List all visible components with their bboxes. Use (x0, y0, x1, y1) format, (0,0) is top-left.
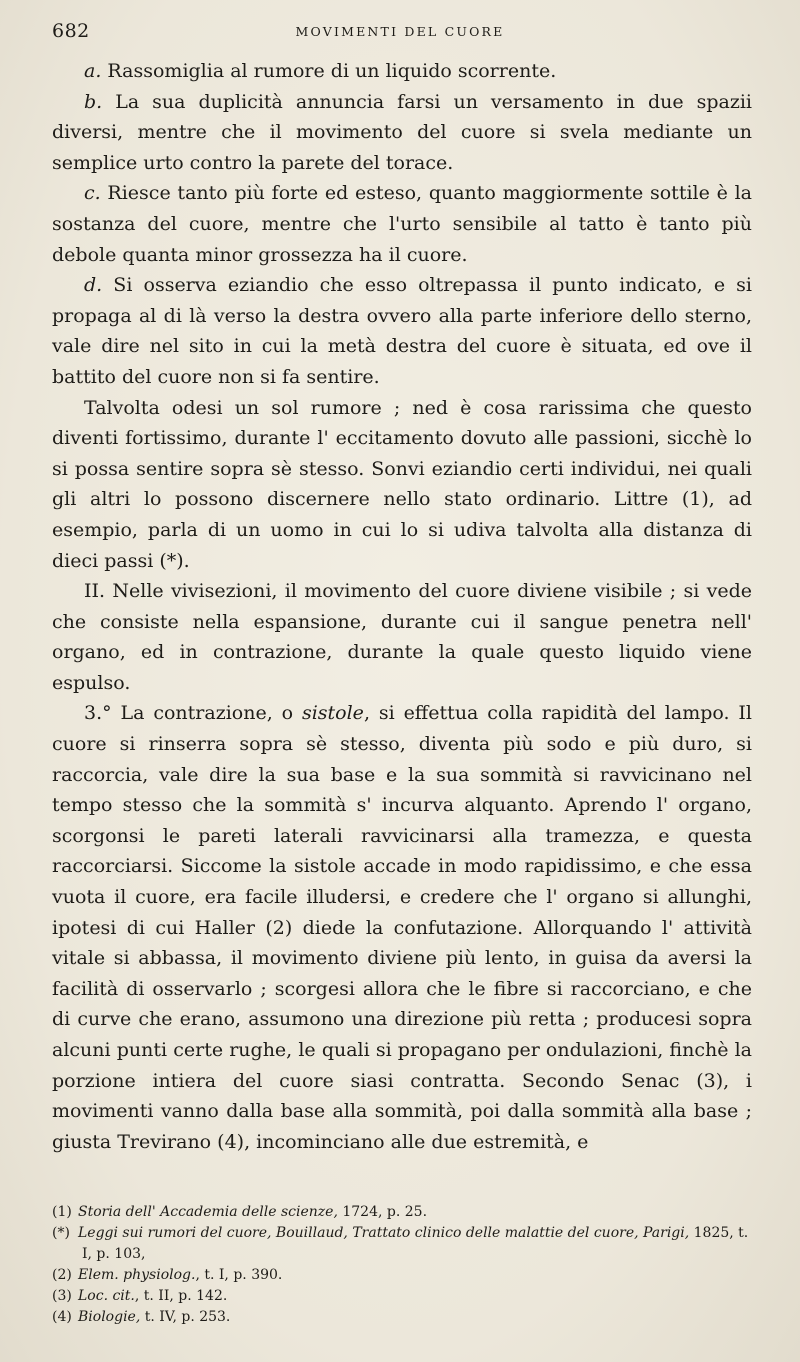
footnote-title: Leggi sui rumori del cuore, Bouillaud, Trattato clinico delle malattie del cuore, Parigi, (78, 1225, 690, 1241)
footnote-mark: (4) (52, 1309, 72, 1325)
paragraph-text: Si osserva eziandio che esso oltrepassa il punto indicato, e si propaga al di là verso la destra ovvero alla parte inferiore dello sterno, vale dire nel sito in cui la metà destra del cuore è situata, ed ove il battito del cuore non si fa sentire. (52, 274, 752, 388)
footnote-ref: , t. II, p. 142. (134, 1288, 228, 1304)
paragraph-talvolta (52, 393, 752, 577)
footnote-ref: 1825, t. I, p. 103, (82, 1225, 749, 1262)
paragraph-text: La sua duplicità annuncia farsi un versamento in due spazii diversi, mentre che il movimento del cuore si svela mediante un semplice urto contro la parete del torace. (52, 90, 752, 174)
emphasis-sistole: sistole (301, 702, 364, 725)
paragraph-a (52, 56, 752, 87)
footnotes (52, 1202, 752, 1328)
footnote (52, 1265, 752, 1286)
paragraph-b (52, 87, 752, 179)
footnote-ref: t. IV, p. 253. (140, 1309, 231, 1325)
paragraph-c (52, 178, 752, 270)
footnote-mark: (1) (52, 1204, 72, 1220)
footnote (52, 1307, 752, 1328)
footnote (52, 1286, 752, 1307)
footnote-mark: (2) (52, 1267, 72, 1283)
running-head: MOVIMENTI DEL CUORE (295, 24, 505, 39)
footnote-mark: (*) (52, 1225, 70, 1241)
footnote (52, 1223, 752, 1265)
footnote-ref: 1724, p. 25. (337, 1204, 428, 1220)
paragraph-vivisezioni (52, 576, 752, 698)
item-label: d. (84, 274, 103, 297)
item-label: c. (84, 182, 101, 205)
footnote-title: Storia dell' Accademia delle scienze, (78, 1204, 338, 1220)
footnote-title: Biologie, (78, 1309, 141, 1325)
footnote-ref: , t. I, p. 390. (195, 1267, 283, 1283)
paragraph-d (52, 270, 752, 392)
footnote (52, 1202, 752, 1223)
paragraph-text: Riesce tanto più forte ed esteso, quanto maggiormente sottile è la sostanza del cuore, mentre che l'urto sensibile al tatto è tanto più debole quanta minor grossezza ha il cuore. (52, 182, 752, 266)
paragraph-sistole (52, 698, 752, 1157)
page-number: 682 (52, 20, 90, 42)
paragraph-text: Rassomiglia al rumore di un liquido scorrente. (101, 60, 557, 82)
paragraph-text: II. Nelle vivisezioni, il movimento del cuore diviene visibile ; si vede che consiste nella espansione, durante cui il sangue penetra nell' organo, ed in contrazione, durante la quale questo liquido viene espulso. (52, 580, 752, 694)
body-text (52, 56, 752, 1157)
paragraph-text: , si effettua colla rapidità del lampo. Il cuore si rinserra sopra sè stesso, diventa più sodo e più duro, si raccorcia, vale dire la sua base e la sua sommità si ravvicinano nel tempo stesso che la sommità s' incurva alquanto. Aprendo l' organo, scorgonsi le pareti laterali ravvicinarsi alla tramezza, e questa raccorciarsi. Siccome la sistole accade in modo rapidissimo, e che essa vuota il cuore, era facile illudersi, e credere che l' organo si allunghi, ipotesi di cui Haller (2) diede la confutazione. Allorquando l' attività vitale si abbassa, il movimento diviene più lento, in guisa da aversi la facilità di osservarlo ; scorgesi allora che le fibre si raccorciano, e che di curve che erano, assumono una direzione più retta ; producesi sopra alcuni punti certe rughe, le quali si propagano per ondulazioni, finchè la porzione intiera del cuore siasi contratta. Secondo Senac (3), i movimenti vanno dalla base alla sommità, poi dalla sommità alla base ; giusta Treviranо (4), incominciano alle due estremità, e (52, 702, 752, 1153)
item-label: b. (84, 90, 103, 113)
footnote-mark: (3) (52, 1288, 72, 1304)
item-label: a. (84, 60, 102, 82)
page-header (52, 20, 748, 46)
paragraph-text: Talvolta odesi un sol rumore ; ned è cosa rarissima che questo diventi fortissimo, durante l' eccitamento dovuto alle passioni, sicchè lo si possa sentire sopra sè stesso. Sonvi eziandio certi individui, nei quali gli altri lo possono discernere nello stato ordinario. Littre (1), ad esempio, parla di un uomo in cui lo si udiva talvolta alla distanza di dieci passi (*). (52, 396, 752, 572)
footnote-title: Elem. physiolog. (78, 1267, 196, 1283)
footnote-title: Loc. cit. (78, 1288, 135, 1304)
paragraph-text: 3.° La contrazione, o (84, 702, 302, 725)
